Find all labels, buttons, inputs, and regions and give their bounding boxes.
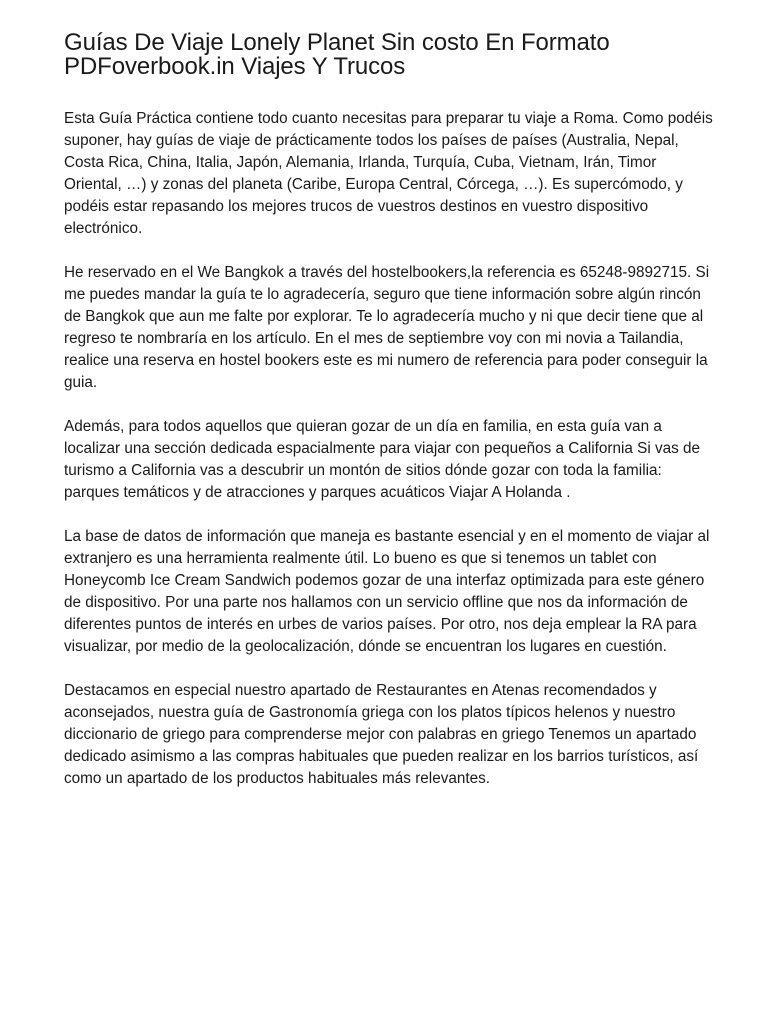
document-title-line-1: Guías De Viaje Lonely Planet Sin costo En Formato: [64, 29, 610, 56]
paragraph-athens-restaurants: Destacamos en especial nuestro apartado de Restaurantes en Atenas recomendados y aconsejados, nuestra guía de Gastronomía griega con los platos típicos helenos y nuestro diccionario de griego para comprenderse mejor con palabras en griego Tenemos un apartado dedicado asimismo a las compras habituales que pueden realizar en los barrios turísticos, así como un apartado de los productos habituales más relevantes.: [64, 682, 699, 787]
paragraph-database-info: La base de datos de información que maneja es bastante esencial y en el momento de viajar al extranjero es una herramienta realmente útil. Lo bueno es que si tenemos un tablet con Honeycomb Ice Cream Sandwich podemos gozar de una interfaz optimizada para este género de dispositivo. Por una parte nos hallamos con un servicio offline que nos da información de diferentes puntos de interés en urbes de varios países. Por otro, nos deja emplear la RA para visualizar, por medio de la geolocalización, dónde se encuentran los lugares en cuestión.: [64, 528, 710, 655]
document-title-line-2: PDFoverbook.in Viajes Y Trucos: [64, 53, 406, 80]
document-page: [64, 31, 714, 812]
paragraph-california-family: Además, para todos aquellos que quieran gozar de un día en familia, en esta guía van a localizar una sección dedicada espacialmente para viajar con pequeños a California Si vas de turismo a California vas a descubrir un montón de sitios dónde gozar con toda la familia: parques temáticos y de atracciones y parques acuáticos Viajar A Holanda .: [64, 418, 701, 501]
paragraph-bangkok-booking: He reservado en el We Bangkok a través del hostelbookers,la referencia es 65248-9892715. Si me puedes mandar la guía te lo agradecería, seguro que tiene información sobre algún rincón de Bangkok que aun me falte por explorar. Te lo agradecería mucho y ni que decir tiene que al regreso te nombraría en los artículo. En el mes de septiembre voy con mi novia a Tailandia, realice una reserva en hostel bookers este es mi numero de referencia para poder conseguir la guia.: [64, 264, 710, 391]
paragraph-roma-guide: Esta Guía Práctica contiene todo cuanto necesitas para preparar tu viaje a Roma. Como podéis suponer, hay guías de viaje de prácticamente todos los países de países (Australia, Nepal, Costa Rica, China, Italia, Japón, Alemania, Irlanda, Turquía, Cuba, Vietnam, Irán, Timor Oriental, …) y zonas del planeta (Caribe, Europa Central, Córcega, …). Es supercómodo, y podéis estar repasando los mejores trucos de vuestros destinos en vuestro dispositivo electrónico.: [64, 110, 713, 237]
document-title: [64, 31, 714, 79]
